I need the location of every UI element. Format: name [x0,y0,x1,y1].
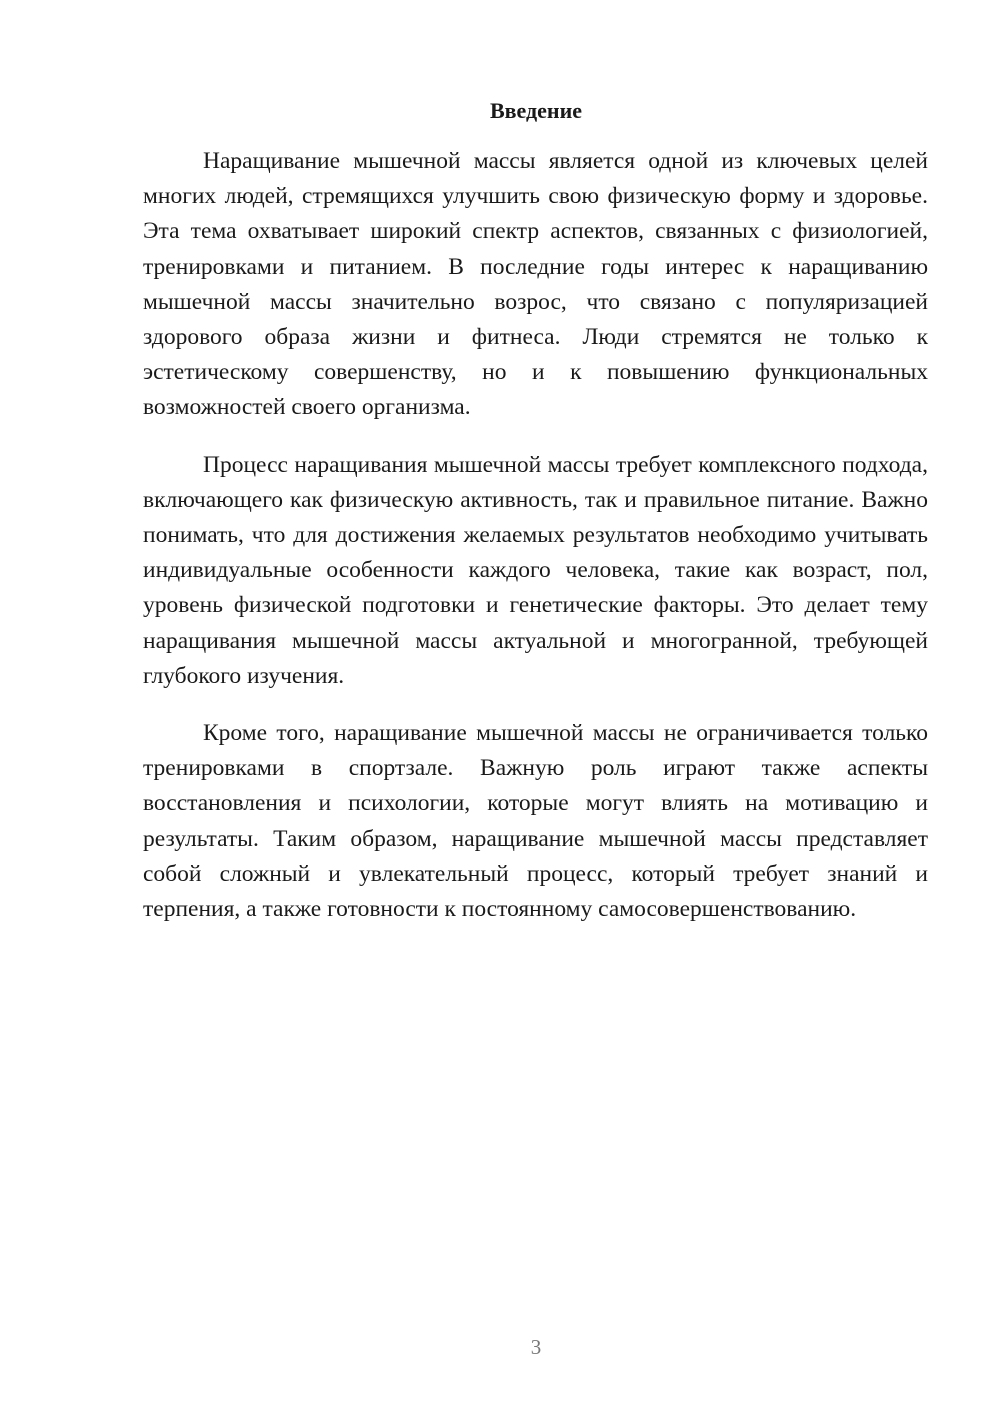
body-text [143,144,928,949]
page-number: 3 [530,1335,542,1359]
section-heading: Введение [489,98,583,123]
paragraph-3: Кроме того, наращивание мышечной массы не ограничивается только тренировками в спортзале. Важную роль играют также аспекты восстановления и психологии, которые могут влиять на мотивацию и результаты. Таким образом, наращивание мышечной массы представляет собой сложный и увлекательный процесс, который требует знаний и терпения, а также готовности к постоянному самосовершенствованию. [143,720,928,923]
paragraph-2: Процесс наращивания мышечной массы требует комплексного подхода, включающего как физическую активность, так и правильное питание. Важно понимать, что для достижения желаемых результатов необходимо учитывать индивидуальные особенности каждого человека, такие как возраст, пол, уровень физической подготовки и генетические факторы. Это делает тему наращивания мышечной массы актуальной и многогранной, требующей глубокого изучения. [143,451,928,689]
paragraph-1: Наращивание мышечной массы является одной из ключевых целей многих людей, стремящихся улучшить свою физическую форму и здоровье. Эта тема охватывает широкий спектр аспектов, связанных с физиологией, тренировками и питанием. В последние годы интерес к наращиванию мышечной массы значительно возрос, что связано с популяризацией здорового образа жизни и фитнеса. Люди стремятся не только к эстетическому совершенству, но и к повышению функциональных возможностей своего организма. [143,148,928,421]
